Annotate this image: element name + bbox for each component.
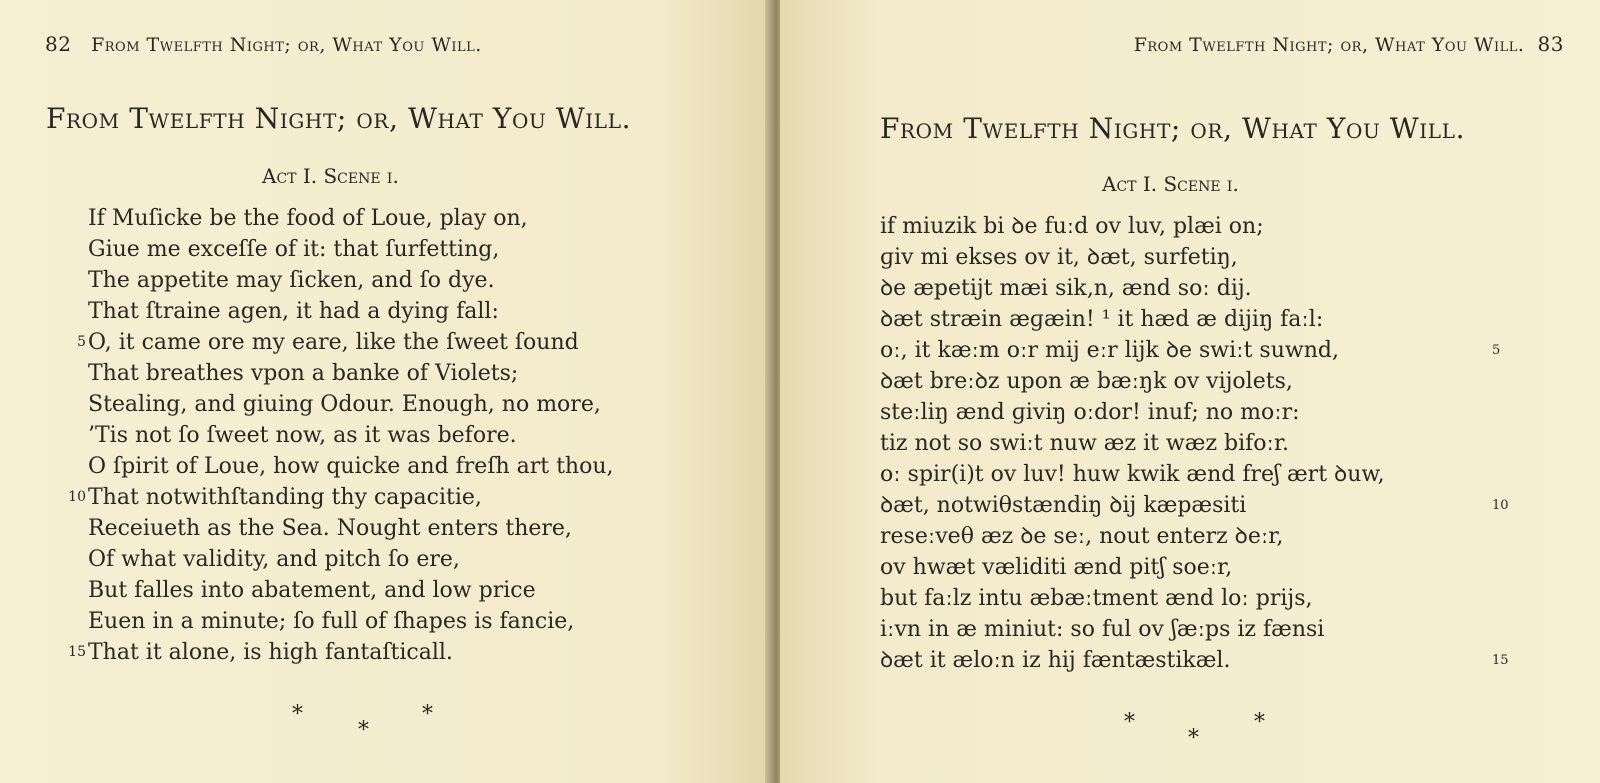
verse-text: iːvn in æ miniut: so ful ov ʃæːps iz fænsi (880, 617, 1325, 642)
verse-line (880, 521, 1385, 552)
verse-line (880, 242, 1385, 273)
verse-text: reseːveθ æz ꝺe seː, nout enterz ꝺeːr, (880, 524, 1284, 549)
line-number: 5 (77, 334, 86, 350)
verse-text: That ſtraine agen, it had a dying fall: (88, 299, 499, 324)
verse-text: Stealing, and giuing Odour. Enough, no more, (88, 392, 601, 417)
verse-text: That breathes vpon a banke of Violets; (88, 361, 519, 386)
scene-heading: Act I. Scene i. (262, 164, 399, 188)
verse-text: ꝺæt breːꝺz upon æ bæːŋk ov vijolets, (880, 369, 1293, 394)
verse-text: ꝺæt, notwiθstændiŋ ꝺij kæpæsiti (880, 493, 1247, 518)
running-head-right (1134, 32, 1564, 56)
verse-text: ’Tis not ſo ſweet now, as it was before. (88, 423, 517, 448)
verse-text: The appetite may ſicken, and ſo dye. (88, 268, 495, 293)
verse-line (880, 459, 1385, 490)
verse-text: ov hwæt væliditi ænd pitʃ soeːr, (880, 555, 1233, 580)
verse-text: But falles into abatement, and low price (88, 578, 536, 603)
asterism-star: * (422, 702, 433, 727)
verse-line (88, 265, 614, 296)
verse-line (77, 327, 614, 358)
verse-line (68, 637, 614, 668)
verse-line (88, 234, 614, 265)
verse-line (68, 482, 614, 513)
line-number: 10 (68, 489, 86, 505)
asterism-star: * (358, 718, 369, 743)
running-head-text: From Twelfth Night; or, What You Will. (91, 34, 482, 56)
scene-heading: Act I. Scene i. (1102, 172, 1239, 196)
verse-line (88, 451, 614, 482)
verse-text: If Muſicke be the food of Loue, play on, (88, 206, 528, 231)
verse-text: Receiueth as the Sea. Nought enters there, (88, 516, 572, 541)
asterism-star: * (1254, 710, 1265, 735)
verse-line (88, 203, 614, 234)
verse-list (68, 203, 614, 668)
verse-line (880, 397, 1385, 428)
verse-text: ꝺæt stræin æɡæin! ¹ it hæd æ dijiŋ faːl: (880, 307, 1324, 332)
verse-line (88, 575, 614, 606)
poem-title: From Twelfth Night; or, What You Will. (880, 112, 1466, 145)
verse-text: O ſpirit of Loue, how quicke and freſh art thou, (88, 454, 614, 479)
verse-text: oː spir(i)t ov luv! huw kwik ænd freʃ ært ꝺuw, (880, 462, 1385, 487)
running-head-left (45, 32, 482, 56)
verse-line (88, 606, 614, 637)
verse-text: ꝺæt it æloːn iz hij fæntæstikæl. (880, 648, 1231, 673)
verse-text: Of what validity, and pitch ſo ere, (88, 547, 460, 572)
verse-line (88, 420, 614, 451)
verse-text: but faːlz intu æbæːtment ænd loː prijs, (880, 586, 1313, 611)
verse-text: O, it came ore my eare, like the ſweet ſound (88, 330, 579, 355)
verse-text: Euen in a minute; ſo full of ſhapes is fancie, (88, 609, 575, 634)
phonetic-verse-list (880, 211, 1509, 676)
page-number: 82 (45, 32, 72, 56)
verse-line (880, 552, 1385, 583)
verse-line (88, 296, 614, 327)
verse-line (880, 614, 1385, 645)
verse-text: That notwithſtanding thy capacitie, (88, 485, 482, 510)
verse-text: tiz not so swiːt nuw æz it wæz bifoːr. (880, 431, 1290, 456)
asterism-star: * (1124, 710, 1135, 735)
verse-line (880, 211, 1385, 242)
verse-line (88, 358, 614, 389)
asterism-star: * (292, 702, 303, 727)
right-page (780, 0, 1600, 783)
verse-text: oː, it kæːm oːr mij eːr lijk ꝺe swiːt suwnd, (880, 338, 1339, 363)
left-page (0, 0, 770, 783)
verse-line (880, 366, 1385, 397)
running-head-text: From Twelfth Night; or, What You Will. (1133, 34, 1525, 56)
verse-line (88, 389, 614, 420)
verse-text: Giue me exceſſe of it: that ſurfetting, (88, 237, 500, 262)
verse-text: ꝺe æpetijt mæi sik‚n, ænd soː dij. (880, 276, 1252, 301)
verse-line (880, 273, 1385, 304)
verse-line (880, 335, 1501, 366)
verse-line (880, 428, 1385, 459)
verse-text: That it alone, is high fantaſticall. (88, 640, 453, 665)
verse-line (880, 583, 1385, 614)
verse-line (88, 513, 614, 544)
verse-line (88, 544, 614, 575)
line-number: 5 (1492, 343, 1501, 358)
line-number: 10 (1492, 498, 1509, 513)
poem-title: From Twelfth Night; or, What You Will. (46, 102, 632, 135)
verse-line (880, 304, 1385, 335)
verse-line (880, 645, 1509, 676)
verse-text: steːliŋ ænd ɡiviŋ oːdor! inuf; no moːr: (880, 400, 1300, 425)
asterism-star: * (1188, 726, 1199, 751)
verse-line (880, 490, 1509, 521)
line-number: 15 (68, 644, 86, 660)
verse-text: if miuzik bi ꝺe fuːd ov luv, plæi on; (880, 214, 1264, 239)
page-number: 83 (1537, 32, 1564, 56)
verse-text: ɡiv mi ekses ov it, ꝺæt, surfetiŋ, (880, 245, 1238, 270)
line-number: 15 (1492, 653, 1509, 668)
